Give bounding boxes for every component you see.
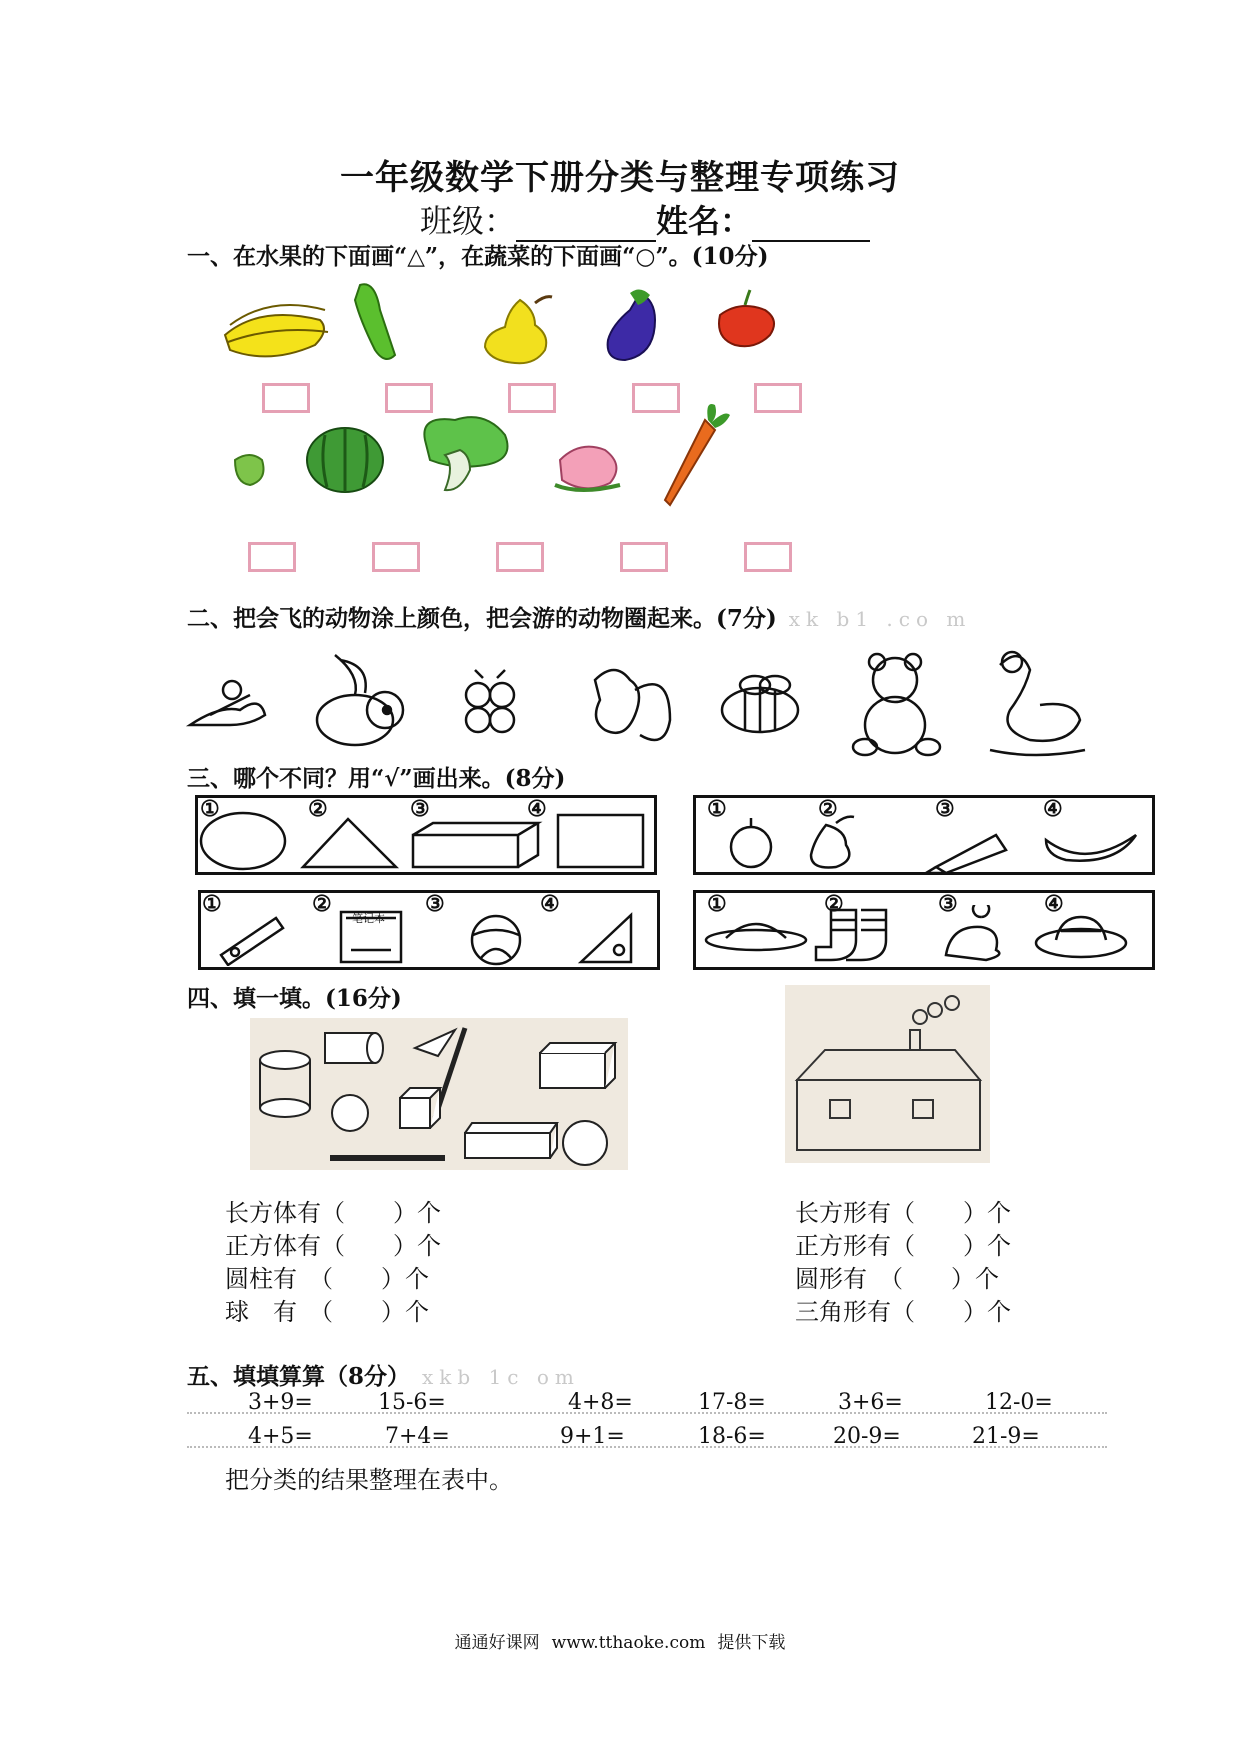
- answer-box[interactable]: [385, 383, 433, 413]
- fill-line[interactable]: 圆形有 （ ）个: [795, 1265, 999, 1293]
- math-problem[interactable]: 3+6=: [838, 1390, 903, 1415]
- q1-pictures: [200, 270, 840, 580]
- q3-heading: 三、哪个不同？用“√”画出来。(8分): [187, 765, 566, 792]
- fill-line[interactable]: 球 有 （ ）个: [225, 1298, 429, 1326]
- option-number: ①: [200, 796, 220, 822]
- banana-outline-icon: [1046, 835, 1136, 861]
- math-problem[interactable]: 20-9=: [833, 1424, 901, 1449]
- option-number: ③: [938, 891, 958, 917]
- pear-outline-icon: [811, 817, 854, 868]
- fill-line[interactable]: 正方体有（ ）个: [225, 1232, 441, 1260]
- class-blank[interactable]: [516, 208, 656, 242]
- footer-url[interactable]: www.tthaoke.com: [551, 1633, 706, 1653]
- basketball-icon: [563, 1121, 607, 1165]
- ball-seam: [473, 930, 519, 958]
- fill-line[interactable]: 正方形有（ ）个: [795, 1232, 1011, 1260]
- answer-box[interactable]: [632, 383, 680, 413]
- class-name-line: [420, 196, 870, 242]
- bee-icon: [722, 676, 798, 732]
- fill-line[interactable]: 长方形有（ ）个: [795, 1199, 1011, 1227]
- apple-outline-icon: [731, 818, 771, 867]
- option-number: ②: [818, 796, 838, 822]
- q2-heading-text: 二、把会飞的动物涂上颜色，把会游的动物圈起来。(7分): [187, 605, 777, 632]
- cabbage-icon: [424, 417, 507, 490]
- table-instruction: 把分类的结果整理在表中。: [225, 1466, 513, 1494]
- watermark: xkb 1c om: [422, 1365, 580, 1389]
- banana-icon: [225, 305, 328, 356]
- cylinder-icon: [260, 1051, 310, 1117]
- watermelon-icon: [307, 428, 383, 492]
- square-shape: [558, 815, 643, 867]
- option-number: ④: [1043, 796, 1063, 822]
- math-problem[interactable]: 9+1=: [560, 1424, 625, 1449]
- butterfly-icon: [466, 670, 514, 732]
- solids-drawing: [250, 1018, 628, 1170]
- footer-site-name: 通通好课网: [454, 1633, 540, 1653]
- triangle-piece-icon: [415, 1030, 455, 1056]
- option-number: ③: [410, 796, 430, 822]
- straw-hat-icon: [1036, 917, 1126, 957]
- answer-box[interactable]: [372, 542, 420, 572]
- rabbit-icon: [317, 655, 403, 745]
- math-problem[interactable]: 7+4=: [385, 1424, 450, 1449]
- dotted-line: [187, 1412, 1107, 1414]
- answer-box[interactable]: [754, 383, 802, 413]
- shapes-row: [198, 805, 654, 871]
- option-number: ①: [707, 891, 727, 917]
- carrot-icon: [665, 404, 730, 505]
- math-problem[interactable]: 15-6=: [378, 1390, 446, 1415]
- stationery-row: [201, 900, 657, 966]
- cuboid-icon: [540, 1043, 615, 1088]
- house-drawing: [785, 985, 990, 1163]
- soccer-ball-icon: [332, 1095, 368, 1131]
- bear-icon: [853, 654, 940, 755]
- math-problem[interactable]: 18-6=: [698, 1424, 766, 1449]
- math-problem[interactable]: 17-8=: [698, 1390, 766, 1415]
- answer-box[interactable]: [620, 542, 668, 572]
- answer-box[interactable]: [248, 542, 296, 572]
- notebook-label: 笔记本: [352, 912, 385, 925]
- option-number: ④: [527, 796, 547, 822]
- option-number: ④: [1044, 891, 1064, 917]
- q2-animals: [185, 650, 1105, 760]
- option-number: ③: [425, 891, 445, 917]
- bird-icon: [190, 681, 265, 725]
- page-title: 一年级数学下册分类与整理专项练习: [340, 158, 900, 198]
- option-number: ②: [308, 796, 328, 822]
- math-problem[interactable]: 4+8=: [568, 1390, 633, 1415]
- q5-heading-text: 五、填填算算（8分）: [187, 1363, 411, 1390]
- fill-line[interactable]: 长方体有（ ）个: [225, 1199, 441, 1227]
- footer: [0, 1628, 1240, 1653]
- math-problem[interactable]: 12-0=: [985, 1390, 1053, 1415]
- q4-heading: 四、填一填。(16分): [187, 985, 402, 1012]
- socks-icon: [816, 910, 886, 960]
- squirrel-icon: [595, 670, 670, 740]
- q2-heading: [187, 600, 971, 633]
- pepper-icon: [235, 455, 264, 485]
- triangle-shape: [303, 819, 396, 867]
- set-square-icon: [581, 915, 631, 962]
- footer-suffix: 提供下载: [717, 1633, 786, 1653]
- eggplant-icon: [608, 289, 655, 360]
- fruits-row: [696, 815, 1152, 873]
- cucumber-icon: [355, 284, 395, 359]
- option-number: ②: [312, 891, 332, 917]
- q5-heading: [187, 1358, 580, 1391]
- cylinder-lying-icon: [325, 1033, 383, 1063]
- answer-box[interactable]: [508, 383, 556, 413]
- cube-icon: [400, 1088, 440, 1128]
- answer-box[interactable]: [496, 542, 544, 572]
- watermark: xk b1 .co m: [788, 607, 972, 631]
- fill-line[interactable]: 三角形有（ ）个: [795, 1298, 1011, 1326]
- option-number: ③: [935, 796, 955, 822]
- cap-icon: [946, 905, 999, 960]
- clothes-row: [696, 905, 1152, 967]
- name-blank[interactable]: [752, 208, 870, 242]
- option-number: ④: [540, 891, 560, 917]
- math-problem[interactable]: 3+9=: [248, 1390, 313, 1415]
- math-problem[interactable]: 4+5=: [248, 1424, 313, 1449]
- option-number: ②: [824, 891, 844, 917]
- hat-icon: [706, 924, 806, 950]
- peach-icon: [555, 447, 620, 490]
- q1-heading: 一、在水果的下面画“△”，在蔬菜的下面画“○”。(10分): [187, 243, 769, 270]
- fill-line[interactable]: 圆柱有 （ ）个: [225, 1265, 429, 1293]
- apple-icon: [719, 290, 774, 346]
- math-problem[interactable]: 21-9=: [972, 1424, 1040, 1449]
- class-label: 班级：: [420, 202, 517, 240]
- ruler-icon: [221, 918, 283, 965]
- swan-icon: [990, 652, 1085, 755]
- answer-box[interactable]: [744, 542, 792, 572]
- ball-icon: [472, 916, 520, 964]
- dotted-line: [187, 1446, 1107, 1448]
- option-number: ①: [707, 796, 727, 822]
- option-number: ①: [202, 891, 222, 917]
- circle-shape: [201, 813, 285, 869]
- answer-box[interactable]: [262, 383, 310, 413]
- cuboid-shape: [413, 823, 538, 867]
- pencil-icon: [926, 835, 1006, 873]
- long-cuboid-icon: [465, 1123, 557, 1158]
- name-label: 姓名：: [656, 202, 753, 240]
- pear-icon: [485, 297, 552, 364]
